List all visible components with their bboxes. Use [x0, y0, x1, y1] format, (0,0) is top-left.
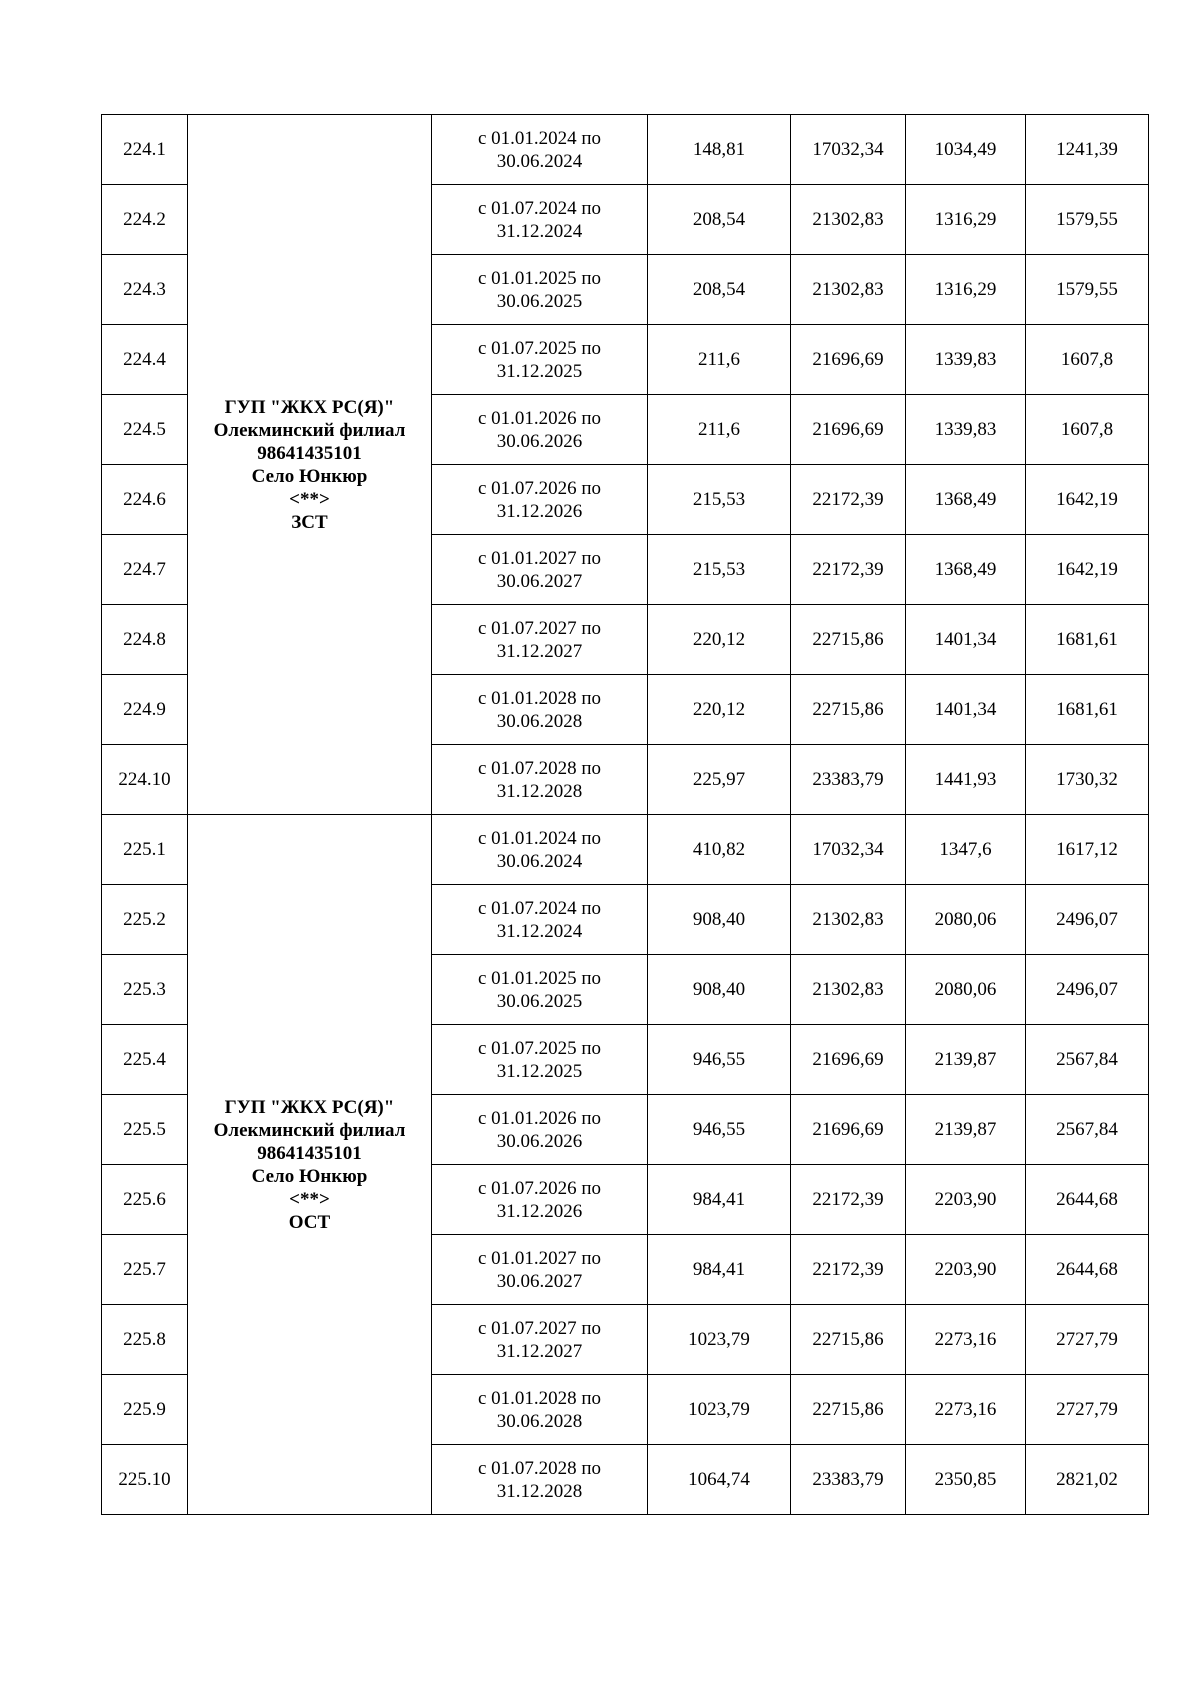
value-cell-2: 21302,83	[791, 185, 906, 255]
period-cell	[432, 955, 648, 1025]
value-cell-1: 220,12	[648, 675, 791, 745]
period-text: 31.12.2027	[496, 1340, 583, 1362]
period-text: с 01.07.2024 по	[477, 197, 602, 219]
row-number-cell: 224.2	[102, 185, 188, 255]
period-text: с 01.07.2025 по	[477, 337, 602, 359]
period-text: с 01.01.2028 по	[477, 687, 602, 709]
period-text: 31.12.2028	[496, 780, 583, 802]
period-text: 31.12.2024	[496, 220, 583, 242]
value-cell-3: 1368,49	[906, 465, 1026, 535]
row-number-cell: 224.5	[102, 395, 188, 465]
value-cell-3: 2350,85	[906, 1445, 1026, 1515]
value-cell-3: 2139,87	[906, 1095, 1026, 1165]
organization-name: ГУП "ЖКХ РС(Я)"	[224, 396, 395, 418]
row-number-cell: 224.9	[102, 675, 188, 745]
value-cell-1: 225,97	[648, 745, 791, 815]
period-cell	[432, 255, 648, 325]
value-cell-4: 1642,19	[1026, 535, 1149, 605]
value-cell-4: 1681,61	[1026, 675, 1149, 745]
period-text: 31.12.2025	[496, 1060, 583, 1082]
row-number-cell: 225.6	[102, 1165, 188, 1235]
value-cell-2: 21696,69	[791, 1095, 906, 1165]
period-text: 30.06.2027	[496, 1270, 583, 1292]
value-cell-3: 2273,16	[906, 1375, 1026, 1445]
value-cell-3: 1441,93	[906, 745, 1026, 815]
period-text: с 01.07.2026 по	[477, 477, 602, 499]
value-cell-1: 211,6	[648, 325, 791, 395]
period-cell	[432, 1445, 648, 1515]
row-number-cell: 224.10	[102, 745, 188, 815]
value-cell-1: 946,55	[648, 1095, 791, 1165]
period-cell	[432, 1025, 648, 1095]
period-cell	[432, 1165, 648, 1235]
organization-note: <**>	[289, 1188, 330, 1210]
organization-code: 98641435101	[257, 442, 362, 464]
period-cell	[432, 1375, 648, 1445]
period-text: с 01.07.2027 по	[477, 1317, 602, 1339]
row-number-cell: 225.8	[102, 1305, 188, 1375]
value-cell-1: 211,6	[648, 395, 791, 465]
organization-branch: Олекминский филиал	[213, 419, 406, 441]
value-cell-2: 17032,34	[791, 115, 906, 185]
period-text: 30.06.2026	[496, 1130, 583, 1152]
value-cell-3: 1339,83	[906, 395, 1026, 465]
value-cell-4: 1730,32	[1026, 745, 1149, 815]
value-cell-2: 21302,83	[791, 885, 906, 955]
period-text: 30.06.2026	[496, 430, 583, 452]
tariff-table	[101, 114, 1149, 1515]
period-text: 30.06.2027	[496, 570, 583, 592]
period-text: с 01.01.2027 по	[477, 1247, 602, 1269]
period-text: 30.06.2028	[496, 1410, 583, 1432]
row-number-cell: 225.10	[102, 1445, 188, 1515]
row-number-cell: 225.7	[102, 1235, 188, 1305]
period-text: с 01.01.2025 по	[477, 967, 602, 989]
period-text: 30.06.2028	[496, 710, 583, 732]
period-text: 31.12.2026	[496, 500, 583, 522]
value-cell-3: 1034,49	[906, 115, 1026, 185]
organization-type: ОСТ	[288, 1211, 331, 1233]
value-cell-4: 1241,39	[1026, 115, 1149, 185]
period-cell	[432, 815, 648, 885]
value-cell-3: 2203,90	[906, 1165, 1026, 1235]
value-cell-1: 148,81	[648, 115, 791, 185]
value-cell-1: 1023,79	[648, 1305, 791, 1375]
period-cell	[432, 115, 648, 185]
organization-cell	[188, 815, 432, 1515]
value-cell-4: 2567,84	[1026, 1095, 1149, 1165]
organization-settlement: Село Юнкюр	[251, 465, 368, 487]
value-cell-4: 2567,84	[1026, 1025, 1149, 1095]
organization-cell	[188, 115, 432, 815]
value-cell-2: 21696,69	[791, 1025, 906, 1095]
value-cell-1: 984,41	[648, 1235, 791, 1305]
period-cell	[432, 535, 648, 605]
value-cell-2: 21696,69	[791, 395, 906, 465]
period-cell	[432, 605, 648, 675]
period-text: с 01.01.2028 по	[477, 1387, 602, 1409]
value-cell-2: 22172,39	[791, 465, 906, 535]
period-text: 31.12.2025	[496, 360, 583, 382]
row-number-cell: 225.1	[102, 815, 188, 885]
period-text: 30.06.2024	[496, 150, 583, 172]
period-text: с 01.07.2026 по	[477, 1177, 602, 1199]
value-cell-3: 2273,16	[906, 1305, 1026, 1375]
value-cell-4: 2821,02	[1026, 1445, 1149, 1515]
period-text: 30.06.2025	[496, 990, 583, 1012]
period-text: 30.06.2024	[496, 850, 583, 872]
row-number-cell: 224.3	[102, 255, 188, 325]
row-number-cell: 224.6	[102, 465, 188, 535]
table-row	[102, 115, 1149, 185]
period-cell	[432, 185, 648, 255]
period-cell	[432, 675, 648, 745]
row-number-cell: 225.2	[102, 885, 188, 955]
period-text: с 01.01.2024 по	[477, 127, 602, 149]
value-cell-3: 1316,29	[906, 185, 1026, 255]
period-text: с 01.01.2024 по	[477, 827, 602, 849]
period-text: с 01.01.2027 по	[477, 547, 602, 569]
period-text: с 01.01.2026 по	[477, 407, 602, 429]
value-cell-1: 946,55	[648, 1025, 791, 1095]
value-cell-1: 215,53	[648, 465, 791, 535]
organization-branch: Олекминский филиал	[213, 1119, 406, 1141]
period-text: с 01.01.2025 по	[477, 267, 602, 289]
value-cell-4: 1617,12	[1026, 815, 1149, 885]
row-number-cell: 224.7	[102, 535, 188, 605]
value-cell-1: 208,54	[648, 185, 791, 255]
period-cell	[432, 325, 648, 395]
value-cell-4: 2727,79	[1026, 1375, 1149, 1445]
period-text: 30.06.2025	[496, 290, 583, 312]
value-cell-4: 2644,68	[1026, 1235, 1149, 1305]
row-number-cell: 225.3	[102, 955, 188, 1025]
value-cell-4: 2644,68	[1026, 1165, 1149, 1235]
value-cell-4: 1607,8	[1026, 395, 1149, 465]
period-text: с 01.07.2028 по	[477, 757, 602, 779]
value-cell-1: 208,54	[648, 255, 791, 325]
value-cell-3: 2139,87	[906, 1025, 1026, 1095]
period-text: 31.12.2027	[496, 640, 583, 662]
period-text: с 01.01.2026 по	[477, 1107, 602, 1129]
period-cell	[432, 395, 648, 465]
value-cell-2: 22172,39	[791, 535, 906, 605]
organization-code: 98641435101	[257, 1142, 362, 1164]
period-text: с 01.07.2025 по	[477, 1037, 602, 1059]
row-number-cell: 224.1	[102, 115, 188, 185]
value-cell-2: 17032,34	[791, 815, 906, 885]
value-cell-1: 215,53	[648, 535, 791, 605]
value-cell-2: 22715,86	[791, 1375, 906, 1445]
value-cell-1: 410,82	[648, 815, 791, 885]
period-cell	[432, 1305, 648, 1375]
value-cell-1: 1023,79	[648, 1375, 791, 1445]
value-cell-2: 23383,79	[791, 745, 906, 815]
row-number-cell: 224.4	[102, 325, 188, 395]
value-cell-3: 2203,90	[906, 1235, 1026, 1305]
period-cell	[432, 1235, 648, 1305]
value-cell-3: 1401,34	[906, 675, 1026, 745]
period-text: 31.12.2028	[496, 1480, 583, 1502]
value-cell-1: 908,40	[648, 955, 791, 1025]
value-cell-4: 1642,19	[1026, 465, 1149, 535]
period-cell	[432, 885, 648, 955]
period-text: 31.12.2024	[496, 920, 583, 942]
value-cell-2: 23383,79	[791, 1445, 906, 1515]
value-cell-2: 22172,39	[791, 1165, 906, 1235]
row-number-cell: 225.5	[102, 1095, 188, 1165]
value-cell-3: 1368,49	[906, 535, 1026, 605]
value-cell-2: 22715,86	[791, 675, 906, 745]
value-cell-3: 1401,34	[906, 605, 1026, 675]
value-cell-2: 22172,39	[791, 1235, 906, 1305]
period-cell	[432, 745, 648, 815]
organization-settlement: Село Юнкюр	[251, 1165, 368, 1187]
row-number-cell: 224.8	[102, 605, 188, 675]
value-cell-3: 1347,6	[906, 815, 1026, 885]
value-cell-2: 21696,69	[791, 325, 906, 395]
organization-type: ЗСТ	[291, 511, 328, 533]
value-cell-2: 21302,83	[791, 255, 906, 325]
period-text: с 01.07.2028 по	[477, 1457, 602, 1479]
period-cell	[432, 1095, 648, 1165]
value-cell-3: 1339,83	[906, 325, 1026, 395]
row-number-cell: 225.4	[102, 1025, 188, 1095]
row-number-cell: 225.9	[102, 1375, 188, 1445]
value-cell-4: 1579,55	[1026, 255, 1149, 325]
table-row	[102, 815, 1149, 885]
value-cell-4: 1579,55	[1026, 185, 1149, 255]
value-cell-4: 1607,8	[1026, 325, 1149, 395]
organization-note: <**>	[289, 488, 330, 510]
value-cell-2: 22715,86	[791, 605, 906, 675]
value-cell-2: 22715,86	[791, 1305, 906, 1375]
organization-name: ГУП "ЖКХ РС(Я)"	[224, 1096, 395, 1118]
value-cell-4: 1681,61	[1026, 605, 1149, 675]
period-text: с 01.07.2024 по	[477, 897, 602, 919]
value-cell-3: 2080,06	[906, 955, 1026, 1025]
value-cell-4: 2496,07	[1026, 955, 1149, 1025]
period-text: с 01.07.2027 по	[477, 617, 602, 639]
value-cell-4: 2496,07	[1026, 885, 1149, 955]
value-cell-1: 908,40	[648, 885, 791, 955]
value-cell-3: 2080,06	[906, 885, 1026, 955]
period-text: 31.12.2026	[496, 1200, 583, 1222]
period-cell	[432, 465, 648, 535]
value-cell-2: 21302,83	[791, 955, 906, 1025]
value-cell-1: 1064,74	[648, 1445, 791, 1515]
tariff-table-body	[102, 115, 1149, 1515]
value-cell-3: 1316,29	[906, 255, 1026, 325]
value-cell-1: 220,12	[648, 605, 791, 675]
value-cell-4: 2727,79	[1026, 1305, 1149, 1375]
value-cell-1: 984,41	[648, 1165, 791, 1235]
